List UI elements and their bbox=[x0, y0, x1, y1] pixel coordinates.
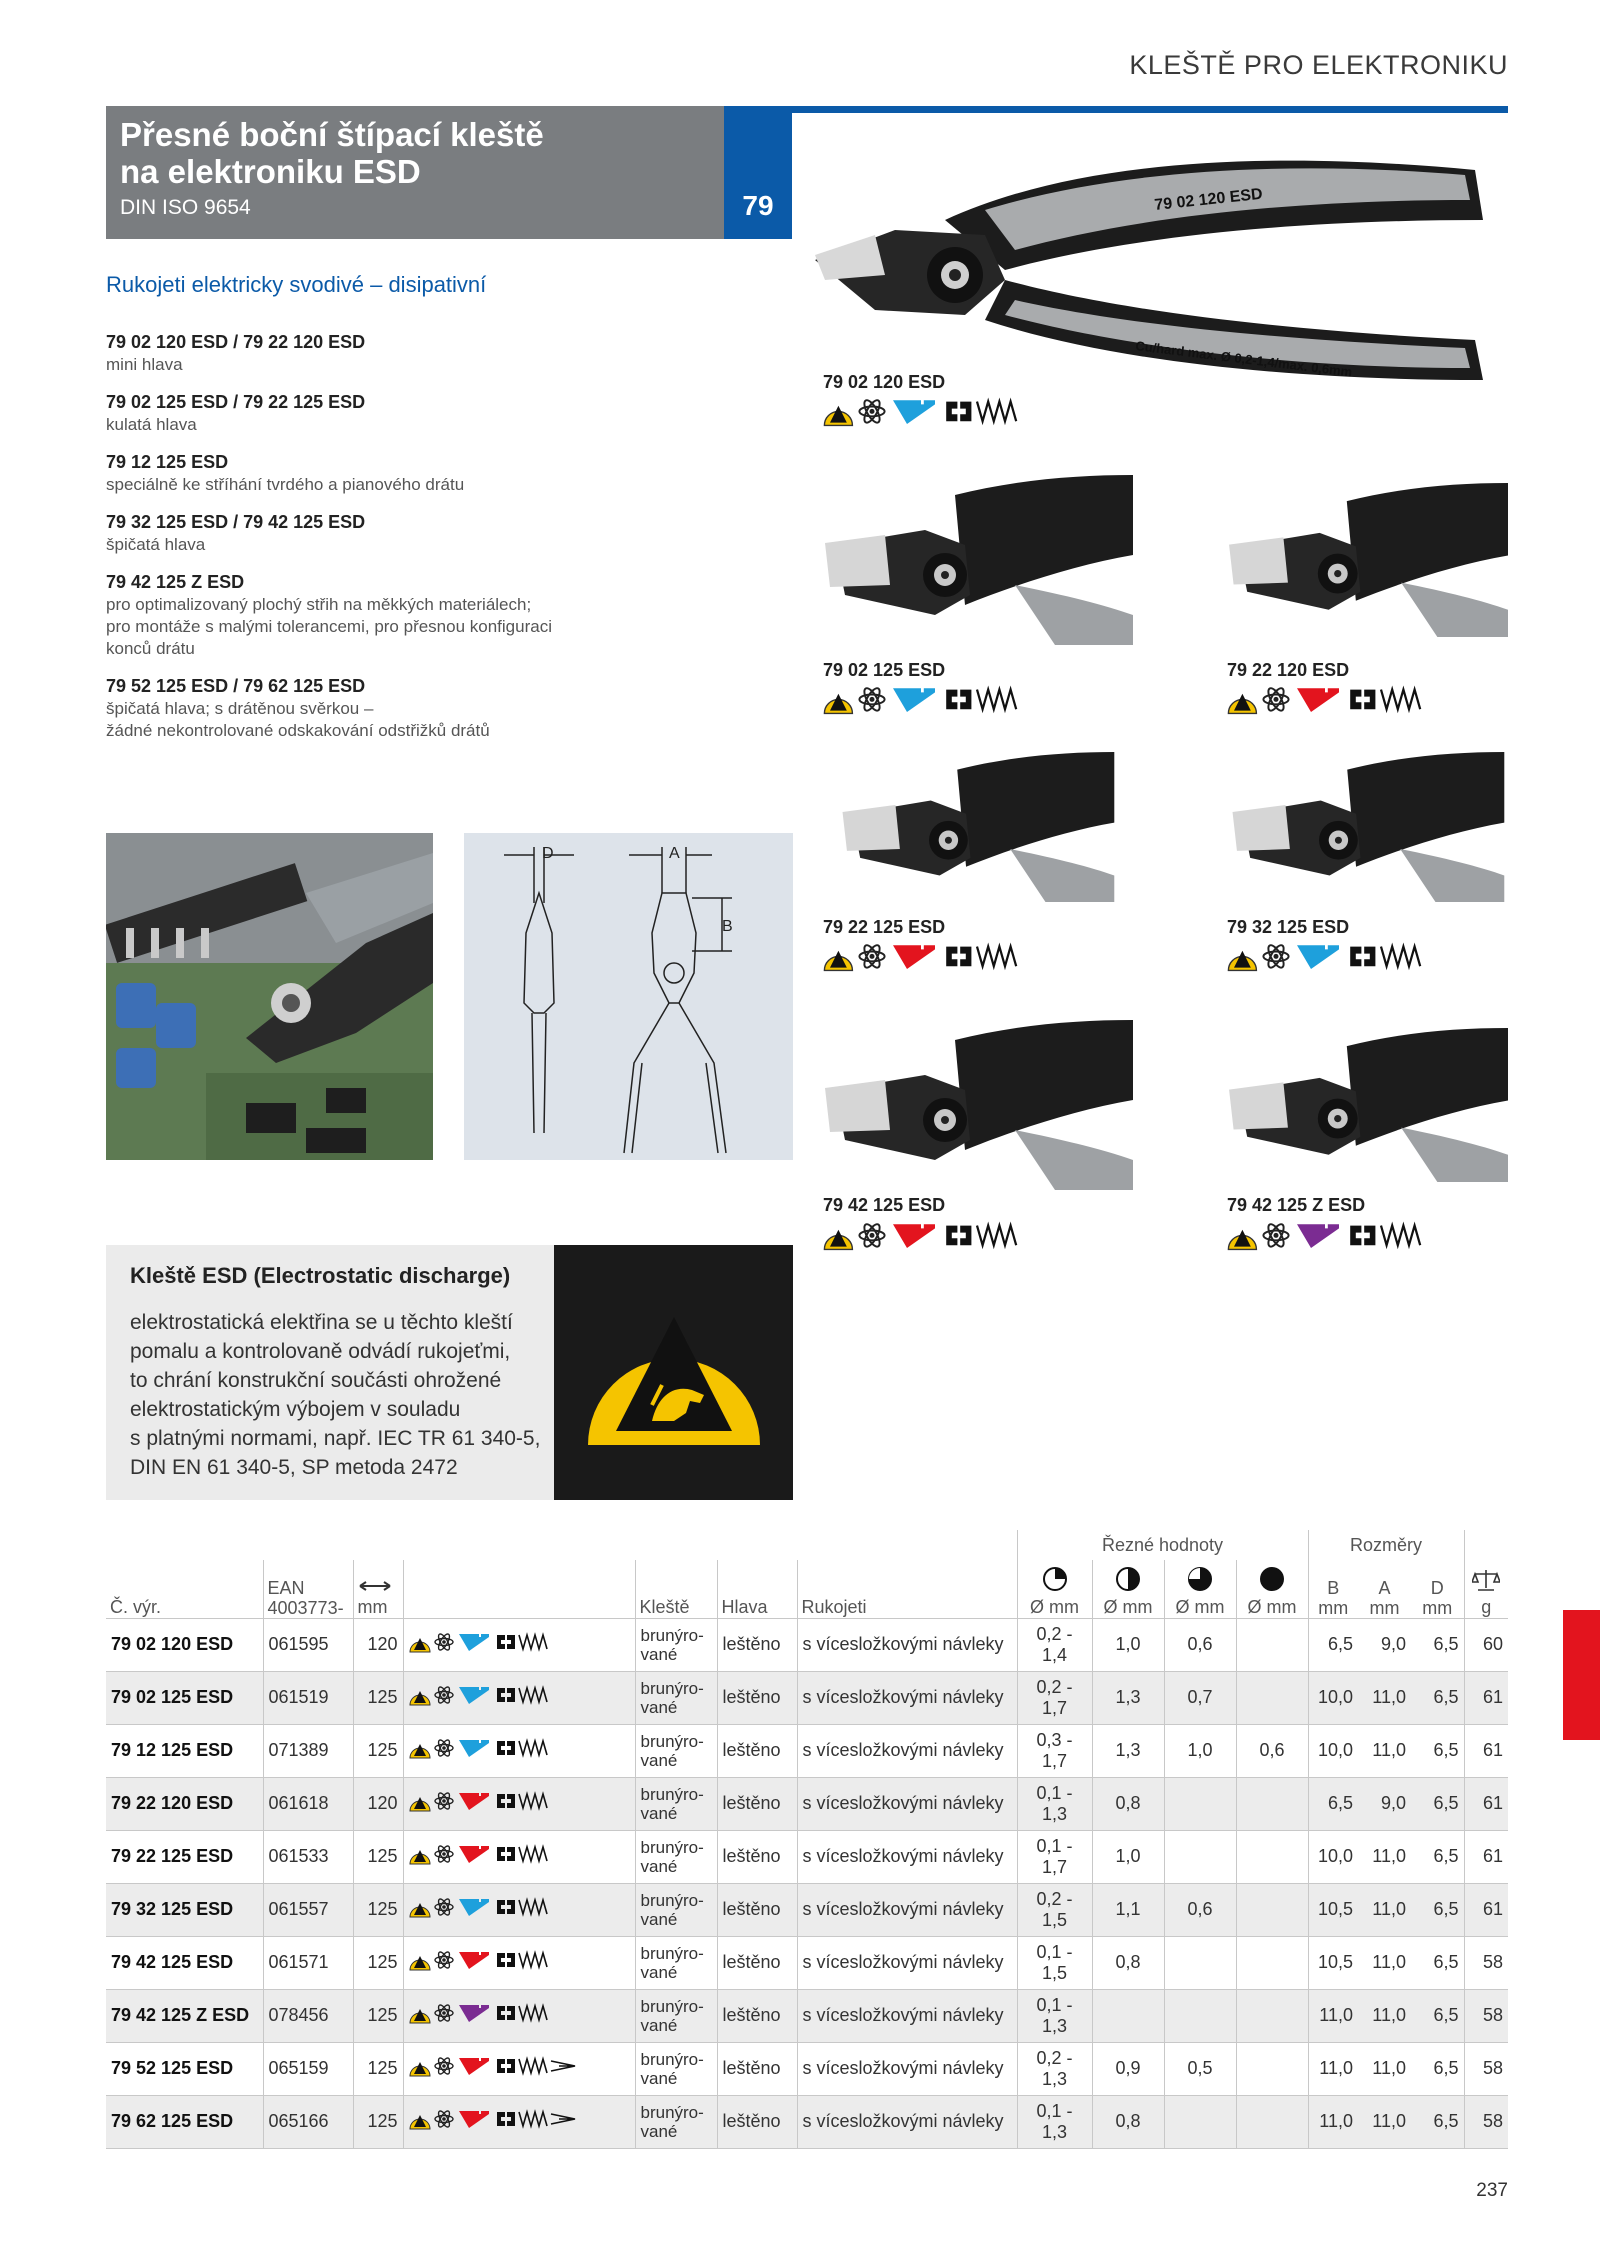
cell-piano-wire bbox=[1236, 1777, 1308, 1830]
description-text: mini hlava bbox=[106, 355, 183, 374]
product-label: 79 02 120 ESD bbox=[823, 372, 946, 392]
cell-medium-wire bbox=[1092, 1989, 1164, 2042]
cell-ean: 061557 bbox=[263, 1883, 353, 1936]
cell-klest: brunýro- vané bbox=[635, 1671, 717, 1724]
cell-klest: brunýro- vané bbox=[635, 2095, 717, 2148]
cell-ean: 065166 bbox=[263, 2095, 353, 2148]
cell-code: 79 12 125 ESD bbox=[106, 1724, 263, 1777]
cell-hard-wire: 0,6 bbox=[1164, 1618, 1236, 1671]
cell-klest: brunýro- vané bbox=[635, 1936, 717, 1989]
description-text: speciálně ke stříhání tvrdého a pianového drátu bbox=[106, 475, 465, 494]
cell-hard-wire bbox=[1164, 1936, 1236, 1989]
table-row bbox=[106, 2095, 1508, 2148]
table-row bbox=[106, 1936, 1508, 1989]
description-item bbox=[106, 330, 646, 376]
table-row bbox=[106, 1777, 1508, 1830]
drawing-label-a: A bbox=[669, 845, 680, 862]
cell-hard-wire: 1,0 bbox=[1164, 1724, 1236, 1777]
usage-photo bbox=[106, 833, 433, 1160]
cell-length: 120 bbox=[353, 1618, 403, 1671]
cell-icons bbox=[403, 1618, 635, 1671]
col-hard-wire-unit: Ø mm bbox=[1175, 1596, 1225, 1617]
cell-piano-wire bbox=[1236, 2042, 1308, 2095]
cell-code: 79 62 125 ESD bbox=[106, 2095, 263, 2148]
cell-rukojeti: s vícesložkovými návleky bbox=[797, 2042, 1017, 2095]
title-line-1: Přesné boční štípací kleště bbox=[120, 116, 544, 153]
cell-hlava: leštěno bbox=[717, 1671, 797, 1724]
cell-code: 79 02 120 ESD bbox=[106, 1618, 263, 1671]
col-ean-line-1: EAN bbox=[267, 1577, 305, 1598]
cell-klest: brunýro- vané bbox=[635, 1830, 717, 1883]
product-feature-icons bbox=[823, 941, 1019, 977]
cell-soft-wire: 0,1 - 1,3 bbox=[1017, 1989, 1092, 2042]
col-soft-wire-unit: Ø mm bbox=[1030, 1596, 1079, 1617]
cell-code: 79 42 125 Z ESD bbox=[106, 1989, 263, 2042]
drawing-label-b: B bbox=[722, 918, 733, 935]
col-weight bbox=[1464, 1560, 1508, 1618]
cell-rukojeti: s vícesložkovými návleky bbox=[797, 1777, 1017, 1830]
cell-a: 11,0 bbox=[1358, 1883, 1411, 1936]
cell-b: 10,0 bbox=[1308, 1830, 1358, 1883]
col-piano-wire-unit: Ø mm bbox=[1247, 1596, 1297, 1617]
cell-soft-wire: 0,2 - 1,7 bbox=[1017, 1671, 1092, 1724]
cell-weight: 58 bbox=[1464, 1989, 1508, 2042]
cell-icons bbox=[403, 1777, 635, 1830]
cell-d: 6,5 bbox=[1411, 1777, 1464, 1830]
cell-b: 6,5 bbox=[1308, 1618, 1358, 1671]
cell-d: 6,5 bbox=[1411, 1830, 1464, 1883]
cell-klest: brunýro- vané bbox=[635, 2042, 717, 2095]
product-label: 79 42 125 Z ESD bbox=[1227, 1195, 1366, 1215]
description-item bbox=[106, 674, 646, 742]
cell-hlava: leštěno bbox=[717, 2042, 797, 2095]
description-code: 79 42 125 Z ESD bbox=[106, 572, 245, 592]
table-row bbox=[106, 1724, 1508, 1777]
cell-piano-wire bbox=[1236, 1883, 1308, 1936]
title-line-2: na elektroniku ESD bbox=[120, 153, 421, 190]
cell-rukojeti: s vícesložkovými návleky bbox=[797, 1989, 1017, 2042]
col-piano-wire bbox=[1236, 1560, 1308, 1618]
col-d bbox=[1411, 1560, 1464, 1618]
cell-rukojeti: s vícesložkovými návleky bbox=[797, 1883, 1017, 1936]
product-label: 79 22 125 ESD bbox=[823, 917, 946, 937]
cell-piano-wire bbox=[1236, 1989, 1308, 2042]
cell-ean: 065159 bbox=[263, 2042, 353, 2095]
weight-scale-icon bbox=[1472, 1568, 1500, 1592]
product-label: 79 22 120 ESD bbox=[1227, 660, 1350, 680]
cell-a: 11,0 bbox=[1358, 2095, 1411, 2148]
product-image bbox=[815, 1020, 1133, 1195]
cell-ean: 061618 bbox=[263, 1777, 353, 1830]
description-code: 79 12 125 ESD bbox=[106, 452, 229, 472]
cell-ean: 071389 bbox=[263, 1724, 353, 1777]
description-item bbox=[106, 510, 646, 556]
description-item bbox=[106, 390, 646, 436]
product-label: 79 42 125 ESD bbox=[823, 1195, 946, 1215]
cell-icons bbox=[403, 1830, 635, 1883]
col-length-unit: mm bbox=[357, 1596, 388, 1617]
cell-d: 6,5 bbox=[1411, 1618, 1464, 1671]
cell-icons bbox=[403, 1671, 635, 1724]
cell-a: 9,0 bbox=[1358, 1618, 1411, 1671]
col-weight-unit: g bbox=[1481, 1596, 1492, 1617]
cell-medium-wire: 1,0 bbox=[1092, 1618, 1164, 1671]
product-feature-icons bbox=[823, 684, 1019, 720]
cell-hlava: leštěno bbox=[717, 1618, 797, 1671]
cell-code: 79 52 125 ESD bbox=[106, 2042, 263, 2095]
product-image bbox=[1220, 475, 1508, 650]
description-code: 79 02 125 ESD / 79 22 125 ESD bbox=[106, 392, 366, 412]
tool-model-text: 79 02 120 ESD bbox=[1153, 185, 1264, 214]
col-soft-wire bbox=[1017, 1560, 1092, 1618]
col-b-label: B bbox=[1327, 1577, 1340, 1598]
cell-hlava: leštěno bbox=[717, 1724, 797, 1777]
length-arrow-icon bbox=[358, 1580, 392, 1592]
cell-soft-wire: 0,1 - 1,5 bbox=[1017, 1936, 1092, 1989]
cell-soft-wire: 0,2 - 1,3 bbox=[1017, 2042, 1092, 2095]
cell-b: 10,5 bbox=[1308, 1936, 1358, 1989]
cell-hlava: leštěno bbox=[717, 1989, 797, 2042]
cell-d: 6,5 bbox=[1411, 1724, 1464, 1777]
esd-info-text: elektrostatická elektřina se u těchto kleští pomalu a kontrolovaně odvádí rukojeťmi, to chrání konstrukční součásti ohrožené elektrostatickým výbojem v souladu s platnými normami, např. IEC TR 61 340-5, DIN EN 61 340-5, SP metoda 2472 bbox=[130, 1311, 541, 1479]
cell-piano-wire bbox=[1236, 1671, 1308, 1724]
cell-hlava: leštěno bbox=[717, 1777, 797, 1830]
large-tool-image bbox=[815, 140, 1508, 380]
col-ean-line-2: 4003773- bbox=[267, 1597, 344, 1618]
group-cut-header: Řezné hodnoty bbox=[1017, 1530, 1308, 1560]
description-code: 79 52 125 ESD / 79 62 125 ESD bbox=[106, 676, 366, 696]
section-title: KLEŠTĚ PRO ELEKTRONIKU bbox=[1129, 50, 1508, 80]
product-feature-icons bbox=[1227, 1220, 1423, 1256]
soft-wire-icon bbox=[1042, 1566, 1068, 1592]
cell-rukojeti: s vícesložkovými návleky bbox=[797, 1724, 1017, 1777]
product-image bbox=[1220, 1020, 1508, 1195]
cell-b: 10,5 bbox=[1308, 1883, 1358, 1936]
cell-klest: brunýro- vané bbox=[635, 1883, 717, 1936]
cell-piano-wire bbox=[1236, 1936, 1308, 1989]
cell-weight: 58 bbox=[1464, 2095, 1508, 2148]
table-row bbox=[106, 1989, 1508, 2042]
page-title bbox=[120, 116, 544, 190]
cell-medium-wire: 1,3 bbox=[1092, 1671, 1164, 1724]
cell-d: 6,5 bbox=[1411, 2042, 1464, 2095]
description-text: kulatá hlava bbox=[106, 415, 197, 434]
cell-medium-wire: 1,1 bbox=[1092, 1883, 1164, 1936]
cell-hlava: leštěno bbox=[717, 2095, 797, 2148]
cell-soft-wire: 0,2 - 1,4 bbox=[1017, 1618, 1092, 1671]
table-row bbox=[106, 2042, 1508, 2095]
cell-length: 125 bbox=[353, 2042, 403, 2095]
table-row bbox=[106, 1618, 1508, 1671]
cell-b: 11,0 bbox=[1308, 1989, 1358, 2042]
cell-rukojeti: s vícesložkovými návleky bbox=[797, 1936, 1017, 1989]
cell-code: 79 32 125 ESD bbox=[106, 1883, 263, 1936]
col-klest: Kleště bbox=[635, 1560, 717, 1618]
cell-length: 125 bbox=[353, 1724, 403, 1777]
cell-b: 6,5 bbox=[1308, 1777, 1358, 1830]
cell-length: 125 bbox=[353, 2095, 403, 2148]
col-ean bbox=[263, 1560, 353, 1618]
cell-hard-wire: 0,5 bbox=[1164, 2042, 1236, 2095]
cell-klest: brunýro- vané bbox=[635, 1724, 717, 1777]
cell-weight: 61 bbox=[1464, 1830, 1508, 1883]
group-dims-header: Rozměry bbox=[1308, 1530, 1464, 1560]
product-feature-icons bbox=[1227, 941, 1423, 977]
description-code: 79 02 120 ESD / 79 22 120 ESD bbox=[106, 332, 366, 352]
esd-logo-panel bbox=[554, 1245, 793, 1500]
cell-hard-wire bbox=[1164, 1830, 1236, 1883]
cell-length: 125 bbox=[353, 1989, 403, 2042]
drawing-label-d: D bbox=[542, 845, 554, 862]
cell-piano-wire bbox=[1236, 1830, 1308, 1883]
product-image bbox=[815, 752, 1133, 907]
cell-hlava: leštěno bbox=[717, 1883, 797, 1936]
product-label: 79 02 125 ESD bbox=[823, 660, 946, 680]
cell-hard-wire bbox=[1164, 1989, 1236, 2042]
cell-hlava: leštěno bbox=[717, 1936, 797, 1989]
cell-a: 11,0 bbox=[1358, 1724, 1411, 1777]
cell-weight: 61 bbox=[1464, 1777, 1508, 1830]
cell-piano-wire: 0,6 bbox=[1236, 1724, 1308, 1777]
description-item bbox=[106, 450, 646, 496]
cell-code: 79 02 125 ESD bbox=[106, 1671, 263, 1724]
cell-icons bbox=[403, 2095, 635, 2148]
page-number: 237 bbox=[1476, 2180, 1508, 2201]
cell-d: 6,5 bbox=[1411, 1883, 1464, 1936]
cell-medium-wire: 0,8 bbox=[1092, 1936, 1164, 1989]
piano-wire-icon bbox=[1259, 1566, 1285, 1592]
description-text: špičatá hlava bbox=[106, 535, 206, 554]
tool-note-text: Cu/hard max. Ø 0,2-1,4/max. 0,6mm bbox=[1134, 338, 1354, 380]
product-image bbox=[815, 475, 1133, 650]
medium-wire-icon bbox=[1115, 1566, 1141, 1592]
cell-d: 6,5 bbox=[1411, 1936, 1464, 1989]
col-b-unit: mm bbox=[1318, 1597, 1349, 1618]
cell-code: 79 22 125 ESD bbox=[106, 1830, 263, 1883]
cell-code: 79 42 125 ESD bbox=[106, 1936, 263, 1989]
cell-klest: brunýro- vané bbox=[635, 1618, 717, 1671]
col-hlava: Hlava bbox=[717, 1560, 797, 1618]
cell-ean: 078456 bbox=[263, 1989, 353, 2042]
cell-a: 11,0 bbox=[1358, 1936, 1411, 1989]
esd-warning-icon bbox=[554, 1245, 793, 1500]
cell-b: 10,0 bbox=[1308, 1671, 1358, 1724]
cell-ean: 061595 bbox=[263, 1618, 353, 1671]
cell-a: 11,0 bbox=[1358, 1989, 1411, 2042]
cell-weight: 61 bbox=[1464, 1724, 1508, 1777]
table-row bbox=[106, 1883, 1508, 1936]
col-a-label: A bbox=[1378, 1577, 1391, 1598]
col-d-unit: mm bbox=[1422, 1597, 1453, 1618]
cell-a: 11,0 bbox=[1358, 1830, 1411, 1883]
cell-hard-wire: 0,7 bbox=[1164, 1671, 1236, 1724]
cell-soft-wire: 0,1 - 1,7 bbox=[1017, 1830, 1092, 1883]
spec-table-body bbox=[106, 1618, 1508, 2148]
product-feature-icons bbox=[823, 396, 1019, 432]
cell-piano-wire bbox=[1236, 1618, 1308, 1671]
col-b bbox=[1308, 1560, 1358, 1618]
esd-info-title: Kleště ESD (Electrostatic discharge) bbox=[130, 1263, 511, 1288]
cell-rukojeti: s vícesložkovými návleky bbox=[797, 1671, 1017, 1724]
cell-weight: 61 bbox=[1464, 1671, 1508, 1724]
top-rule bbox=[725, 106, 1508, 113]
cell-rukojeti: s vícesložkovými návleky bbox=[797, 2095, 1017, 2148]
col-code: Č. výr. bbox=[106, 1560, 263, 1618]
dimension-drawing bbox=[464, 833, 793, 1160]
cell-hard-wire bbox=[1164, 2095, 1236, 2148]
cell-d: 6,5 bbox=[1411, 2095, 1464, 2148]
col-rukojeti: Rukojeti bbox=[797, 1560, 1017, 1618]
cell-b: 10,0 bbox=[1308, 1724, 1358, 1777]
cell-soft-wire: 0,3 - 1,7 bbox=[1017, 1724, 1092, 1777]
cell-icons bbox=[403, 1936, 635, 1989]
hard-wire-icon bbox=[1187, 1566, 1213, 1592]
cell-medium-wire: 1,0 bbox=[1092, 1830, 1164, 1883]
cell-length: 125 bbox=[353, 1883, 403, 1936]
cell-length: 125 bbox=[353, 1671, 403, 1724]
cell-medium-wire: 0,8 bbox=[1092, 2095, 1164, 2148]
description-text: pro optimalizovaný plochý střih na měkkých materiálech; pro montáže s malými tolerancemi, pro přesnou konfiguraci konců drátu bbox=[106, 595, 552, 658]
cell-a: 11,0 bbox=[1358, 1671, 1411, 1724]
product-feature-icons bbox=[823, 1220, 1019, 1256]
cell-length: 125 bbox=[353, 1936, 403, 1989]
group-number: 79 bbox=[742, 190, 774, 221]
cell-soft-wire: 0,1 - 1,3 bbox=[1017, 1777, 1092, 1830]
cell-rukojeti: s vícesložkovými návleky bbox=[797, 1830, 1017, 1883]
col-a-unit: mm bbox=[1369, 1597, 1400, 1618]
cell-hlava: leštěno bbox=[717, 1830, 797, 1883]
cell-a: 11,0 bbox=[1358, 2042, 1411, 2095]
cell-ean: 061571 bbox=[263, 1936, 353, 1989]
cell-icons bbox=[403, 1724, 635, 1777]
subtitle: Rukojeti elektricky svodivé – disipativní bbox=[106, 272, 487, 297]
cell-medium-wire: 0,8 bbox=[1092, 1777, 1164, 1830]
spec-table bbox=[106, 1530, 1508, 2149]
cell-code: 79 22 120 ESD bbox=[106, 1777, 263, 1830]
cell-medium-wire: 0,9 bbox=[1092, 2042, 1164, 2095]
description-code: 79 32 125 ESD / 79 42 125 ESD bbox=[106, 512, 366, 532]
cell-medium-wire: 1,3 bbox=[1092, 1724, 1164, 1777]
cell-ean: 061519 bbox=[263, 1671, 353, 1724]
product-image bbox=[1220, 752, 1508, 907]
table-row bbox=[106, 1671, 1508, 1724]
col-a bbox=[1358, 1560, 1411, 1618]
cell-d: 6,5 bbox=[1411, 1671, 1464, 1724]
cell-weight: 58 bbox=[1464, 2042, 1508, 2095]
cell-rukojeti: s vícesložkovými návleky bbox=[797, 1618, 1017, 1671]
table-row bbox=[106, 1830, 1508, 1883]
cell-b: 11,0 bbox=[1308, 2042, 1358, 2095]
cell-klest: brunýro- vané bbox=[635, 1989, 717, 2042]
cell-d: 6,5 bbox=[1411, 1989, 1464, 2042]
col-d-label: D bbox=[1430, 1577, 1444, 1598]
cell-icons bbox=[403, 1883, 635, 1936]
cell-icons bbox=[403, 1989, 635, 2042]
standard-label: DIN ISO 9654 bbox=[120, 196, 251, 219]
cell-soft-wire: 0,2 - 1,5 bbox=[1017, 1883, 1092, 1936]
cell-icons bbox=[403, 2042, 635, 2095]
cell-weight: 61 bbox=[1464, 1883, 1508, 1936]
cell-soft-wire: 0,1 - 1,3 bbox=[1017, 2095, 1092, 2148]
cell-b: 11,0 bbox=[1308, 2095, 1358, 2148]
col-hard-wire bbox=[1164, 1560, 1236, 1618]
cell-weight: 60 bbox=[1464, 1618, 1508, 1671]
description-list bbox=[106, 330, 646, 756]
cell-piano-wire bbox=[1236, 2095, 1308, 2148]
cell-hard-wire bbox=[1164, 1777, 1236, 1830]
col-length bbox=[353, 1560, 403, 1618]
cell-a: 9,0 bbox=[1358, 1777, 1411, 1830]
description-text: špičatá hlava; s drátěnou svěrkou – žádné nekontrolované odskakování odstřižků drátů bbox=[106, 699, 490, 740]
cell-klest: brunýro- vané bbox=[635, 1777, 717, 1830]
product-feature-icons bbox=[1227, 684, 1423, 720]
cell-weight: 58 bbox=[1464, 1936, 1508, 1989]
col-medium-wire-unit: Ø mm bbox=[1103, 1596, 1153, 1617]
description-item bbox=[106, 570, 646, 660]
col-medium-wire bbox=[1092, 1560, 1164, 1618]
cell-length: 125 bbox=[353, 1830, 403, 1883]
side-tab bbox=[1563, 1610, 1600, 1740]
cell-hard-wire: 0,6 bbox=[1164, 1883, 1236, 1936]
cell-length: 120 bbox=[353, 1777, 403, 1830]
cell-ean: 061533 bbox=[263, 1830, 353, 1883]
product-label: 79 32 125 ESD bbox=[1227, 917, 1350, 937]
